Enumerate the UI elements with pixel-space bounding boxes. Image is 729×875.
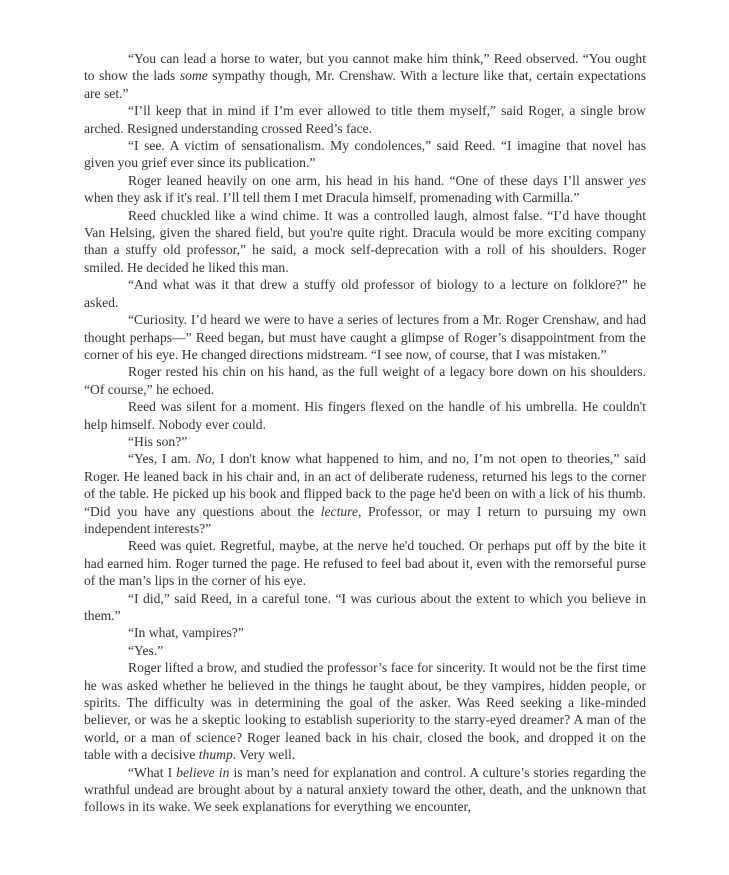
paragraph-1: “You can lead a horse to water, but you cannot make him think,” Reed observed. “You ought to show the lads some sympathy though, Mr. Crenshaw. With a lecture like that, certain expectations are set.” [84, 51, 646, 101]
paragraph-9: Reed was silent for a moment. His fingers flexed on the handle of his umbrella. He couldn't help himself. Nobody ever could. [84, 399, 646, 432]
paragraph-17: “What I believe in is man’s need for explanation and control. A culture’s stories regarding the wrathful undead are brought about by a natural anxiety toward the other, death, and the unknown that follows in its wake. We seek explanations for everything we encounter, [84, 764, 646, 815]
paragraph-3: “I see. A victim of sensationalism. My condolences,” said Reed. “I imagine that novel has given you grief ever since its publication.” [84, 138, 646, 171]
paragraph-7: “Curiosity. I’d heard we were to have a series of lectures from a Mr. Roger Crenshaw, and had thought perhaps—” Reed began, but must have caught a glimpse of Roger’s disappointment from the corner of his eye. He changed directions midstream. “I see now, of course, that I was mistaken.” [84, 312, 646, 362]
paragraph-14: “In what, vampires?” [128, 625, 244, 641]
document-page [84, 50, 646, 816]
paragraph-12: Reed was quiet. Regretful, maybe, at the nerve he'd touched. Or perhaps put off by the bite it had earned him. Roger turned the page. He refused to feel bad about it, even with the remorseful purse of the man’s lips in the corner of his eye. [84, 538, 646, 589]
paragraph-8: Roger rested his chin on his hand, as the full weight of a legacy bore down on his shoulders. “Of course,” he echoed. [84, 364, 646, 397]
paragraph-13: “I did,” said Reed, in a careful tone. “I was curious about the extent to which you believe in them.” [84, 590, 646, 623]
paragraph-2: “I’ll keep that in mind if I’m ever allowed to title them myself,” said Roger, a single brow arched. Resigned understanding crossed Reed’s face. [84, 103, 646, 136]
paragraph-15: “Yes.” [128, 642, 164, 658]
paragraph-16: Roger lifted a brow, and studied the professor’s face for sincerity. It would not be the first time he was asked whether he believed in the things he taught about, be they vampires, hidden people, or spirits. The difficulty was in determining the goal of the asker. Was Reed seeking a like-minded believer, or was he a skeptic looking to establish superiority to the starry-eyed dreamer? A man of the world, or a man of science? Roger leaned back in his chair, closed the book, and dropped it on the table with a decisive thump. Very well. [84, 660, 646, 763]
paragraph-6: “And what was it that drew a stuffy old professor of biology to a lecture on folklore?” he asked. [84, 277, 646, 310]
paragraph-4: Roger leaned heavily on one arm, his head in his hand. “One of these days I’ll answer yes when they ask if it's real. I’ll tell them I met Dracula himself, promenading with Carmilla.” [84, 172, 646, 206]
paragraph-10: “His son?” [128, 433, 188, 449]
paragraph-5: Reed chuckled like a wind chime. It was a controlled laugh, almost false. “I’d have thought Van Helsing, given the shared field, but you're quite right. Dracula would be more exciting company than a stuffy old professor,” he said, a mock self-deprecation with a roll of his shoulders. Roger smiled. He decided he liked this man. [84, 207, 646, 275]
paragraph-11: “Yes, I am. No, I don't know what happened to him, and no, I’m not open to theories,” said Roger. He leaned back in his chair and, in an act of deliberate rudeness, returned his legs to the corner of the table. He picked up his book and flipped back to the page he'd been on with a lick of his thumb. “Did you have any questions about the lecture, Professor, or may I return to pursuing my own independent interests?” [84, 451, 646, 536]
